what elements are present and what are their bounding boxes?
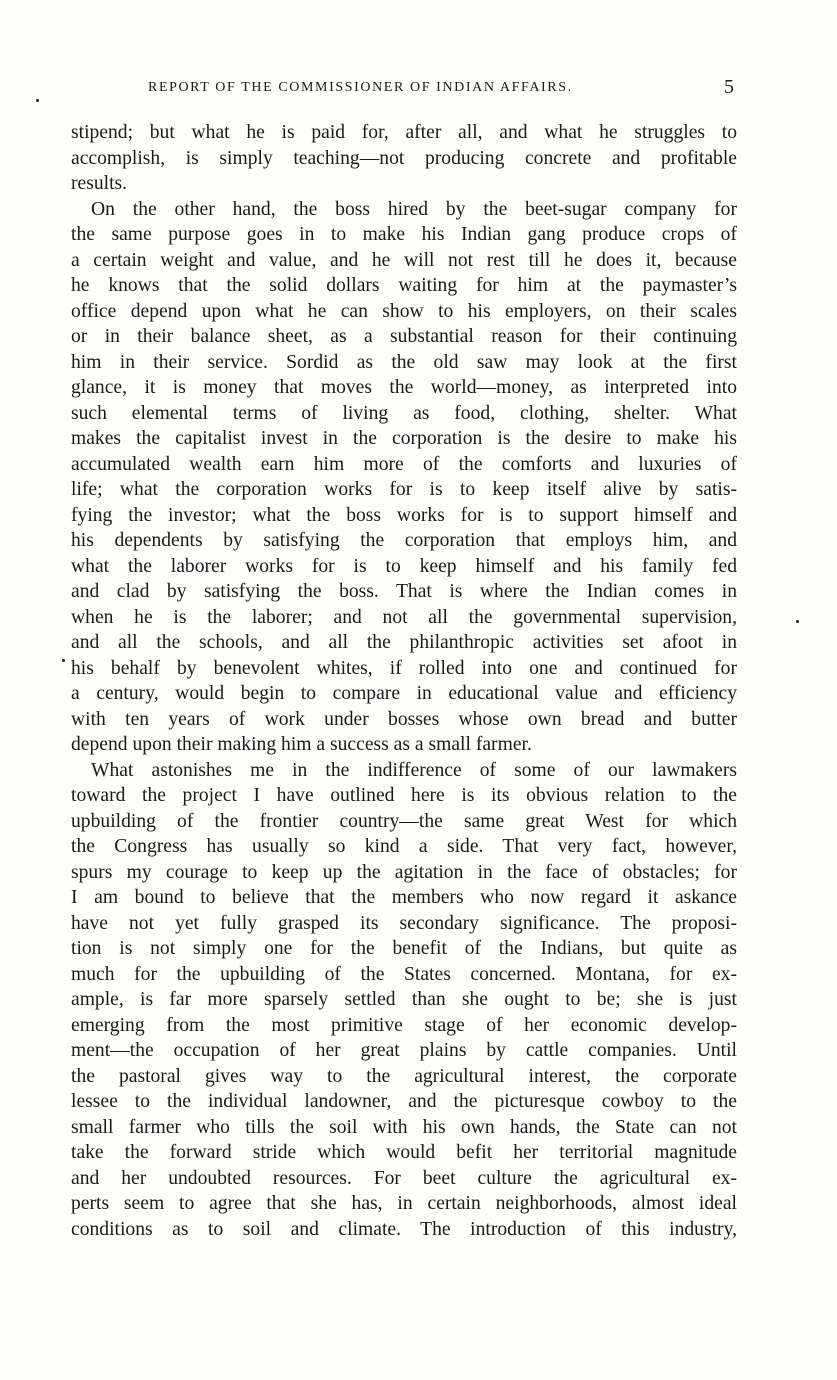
text-line: ment—the occupation of her great plains by cattle companies. Until <box>71 1040 737 1061</box>
text-line: toward the project I have outlined here is its obvious relation to the <box>71 785 737 806</box>
text-line: results. <box>71 173 128 194</box>
text-line: and all the schools, and all the philanthropic activities set afoot in <box>71 632 737 653</box>
text-line: tion is not simply one for the benefit of the Indians, but quite as <box>71 938 737 959</box>
text-line: makes the capitalist invest in the corporation is the desire to make his <box>71 428 737 449</box>
text-line: such elemental terms of living as food, clothing, shelter. What <box>71 402 737 424</box>
text-line: him in their service. Sordid as the old saw may look at the first <box>71 351 737 373</box>
text-line: office depend upon what he can show to his employers, on their scales <box>71 300 737 322</box>
text-line: emerging from the most primitive stage of her economic develop- <box>71 1014 737 1036</box>
scan-speck <box>796 620 799 623</box>
text-line: or in their balance sheet, as a substantial reason for their continuing <box>71 326 737 347</box>
text-line: fying the investor; what the boss works for is to support himself and <box>71 504 737 526</box>
text-line: the same purpose goes in to make his Indian gang produce crops of <box>71 224 737 245</box>
text-line: have not yet fully grasped its secondary significance. The proposi- <box>71 912 737 934</box>
text-line: upbuilding of the frontier country—the same great West for which <box>71 810 737 832</box>
text-line: lessee to the individual landowner, and the picturesque cowboy to the <box>71 1091 737 1112</box>
running-title: REPORT OF THE COMMISSIONER OF INDIAN AFFAIRS. <box>148 80 573 95</box>
text-line: and her undoubted resources. For beet culture the agricultural ex- <box>71 1167 737 1189</box>
text-line: the pastoral gives way to the agricultural interest, the corporate <box>71 1065 737 1087</box>
scan-speck <box>62 659 65 662</box>
text-line: a century, would begin to compare in educational value and efficiency <box>71 683 737 704</box>
text-line: when he is the laborer; and not all the governmental supervision, <box>71 606 737 628</box>
text-line: and clad by satisfying the boss. That is where the Indian comes in <box>71 581 737 602</box>
text-line: stipend; but what he is paid for, after all, and what he struggles to <box>71 122 737 143</box>
text-line: what the laborer works for is to keep himself and his family fed <box>71 555 737 577</box>
body-text <box>71 120 737 1242</box>
text-line: depend upon their making him a success as a small farmer. <box>71 734 532 755</box>
text-line: On the other hand, the boss hired by the beet-sugar company for <box>91 198 737 220</box>
text-line: ample, is far more sparsely settled than she ought to be; she is just <box>71 989 737 1010</box>
text-line: I am bound to believe that the members who now regard it askance <box>71 887 737 908</box>
text-line: his dependents by satisfying the corporation that employs him, and <box>71 530 737 551</box>
text-line: with ten years of work under bosses whose own bread and butter <box>71 708 737 730</box>
text-line: he knows that the solid dollars waiting for him at the paymaster’s <box>71 275 737 296</box>
page-number: 5 <box>724 76 734 98</box>
text-line: a certain weight and value, and he will not rest till he does it, because <box>71 249 737 271</box>
text-line: life; what the corporation works for is to keep itself alive by satis- <box>71 479 737 500</box>
text-line: perts seem to agree that she has, in certain neighborhoods, almost ideal <box>71 1193 737 1214</box>
text-line: small farmer who tills the soil with his own hands, the State can not <box>71 1116 737 1138</box>
text-line: much for the upbuilding of the States concerned. Montana, for ex- <box>71 963 737 985</box>
text-line: conditions as to soil and climate. The introduction of this industry, <box>71 1218 737 1240</box>
text-line: the Congress has usually so kind a side. That very fact, however, <box>71 836 737 857</box>
text-line: accumulated wealth earn him more of the comforts and luxuries of <box>71 453 737 475</box>
text-line: What astonishes me in the indifference of some of our lawmakers <box>91 759 737 781</box>
text-line: accomplish, is simply teaching—not producing concrete and profitable <box>71 147 737 169</box>
text-line: spurs my courage to keep up the agitation in the face of obstacles; for <box>71 861 737 883</box>
text-line: glance, it is money that moves the world—money, as interpreted into <box>71 377 737 398</box>
running-head <box>70 78 736 102</box>
text-line: his behalf by benevolent whites, if rolled into one and continued for <box>71 657 737 679</box>
scan-speck <box>36 99 39 102</box>
text-line: take the forward stride which would befit her territorial magnitude <box>71 1142 737 1163</box>
